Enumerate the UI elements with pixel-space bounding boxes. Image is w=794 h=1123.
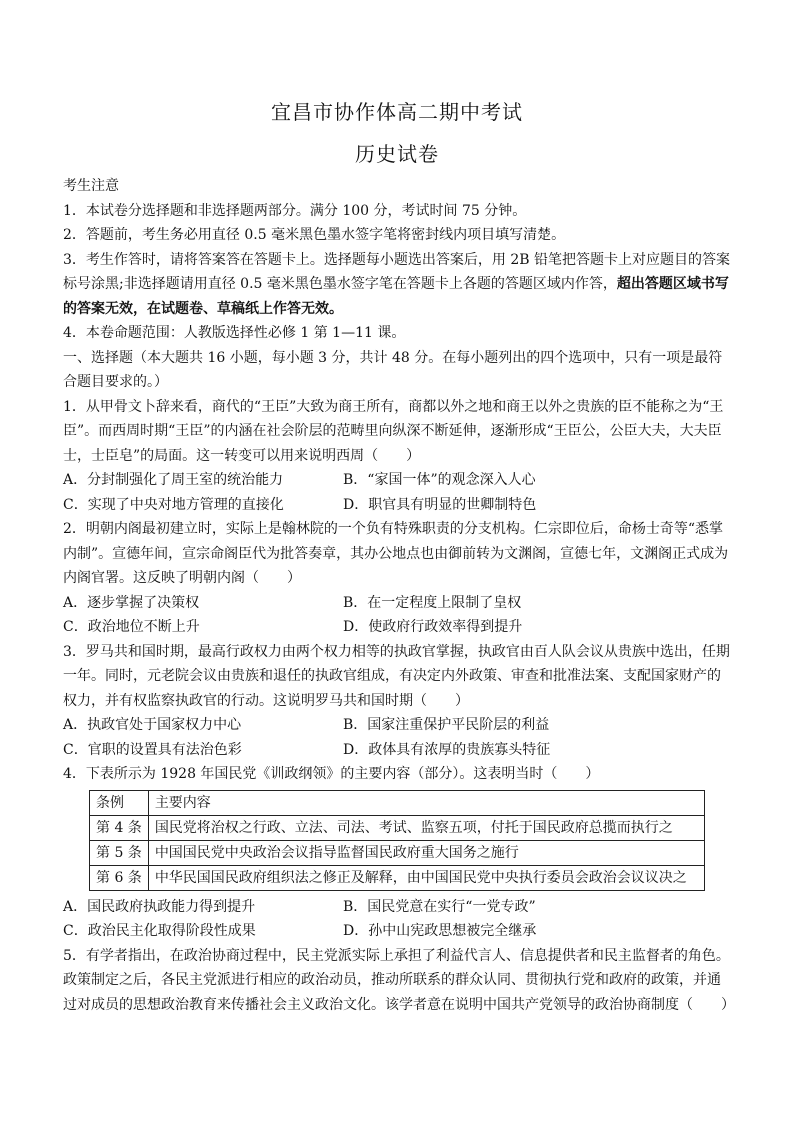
option-a[interactable]: A．逐步掌握了决策权	[63, 594, 200, 611]
table-cell: 第 5 条	[90, 840, 149, 865]
table-cell: 国民党将治权之行政、立法、司法、考试、监察五项，付托于国民政府总揽而执行之	[148, 815, 704, 840]
question-2-stem: 2．明朝内阁最初建立时，实际上是翰林院的一个负有特殊职责的分支机构。仁宗即位后，命杨士奇等“悉掌内制”。宣德年间，宣宗命阁臣代为批答奏章，其办公地点也由御前转为文渊阁，宣德七年，文渊阁正式成为内阁官署。这反映了明朝内阁（ ）	[63, 521, 729, 586]
option-b[interactable]: B．在一定程度上限制了皇权	[343, 594, 522, 611]
table-row	[90, 840, 705, 865]
option-c[interactable]: C．政治地位不断上升	[63, 619, 200, 635]
option-a[interactable]: A．分封制强化了周王室的统治能力	[63, 472, 284, 488]
table-cell: 中华民国国民政府组织法之修正及解释，由中国国民党中央执行委员会政治会议议决之	[148, 865, 704, 890]
table-row	[90, 815, 705, 840]
option-c[interactable]: C．实现了中央对地方管理的直接化	[63, 496, 284, 513]
training-outline-table	[89, 790, 705, 891]
option-c[interactable]: C．官职的设置具有法治色彩	[63, 741, 242, 758]
table-header-cell: 条例	[90, 790, 149, 815]
table-cell: 中国国民党中央政治会议指导监督国民政府重大国务之施行	[148, 840, 704, 865]
option-d[interactable]: D．政体具有浓厚的贵族寡头特征	[343, 741, 551, 758]
question-1-options	[63, 468, 731, 517]
option-b[interactable]: B．国民党意在实行“一党专政”	[343, 898, 536, 915]
exam-subtitle: 历史试卷	[355, 142, 439, 166]
option-b[interactable]: B．“家国一体”的观念深入人心	[343, 472, 536, 488]
section-heading: 一、选择题（本大题共 16 小题，每小题 3 分，共计 48 分。在每小题列出的四个选项中，只有一项是最符合题目要求的。）	[63, 349, 723, 390]
question-4-stem: 4．下表所示为 1928 年国民党《训政纲领》的主要内容（部分）。这表明当时（ ）	[63, 766, 600, 782]
table-header-cell: 主要内容	[148, 790, 704, 815]
notice-item-4: 4．本卷命题范围：人教版选择性必修 1 第 1—11 课。	[63, 325, 406, 341]
notice-item-2: 2．答题前，考生务必用直径 0.5 毫米黑色墨水签字笔将密封线内项目填写清楚。	[63, 227, 566, 243]
option-b[interactable]: B．国家注重保护平民阶层的利益	[343, 717, 550, 733]
table-row	[90, 865, 705, 890]
option-d[interactable]: D．孙中山宪政思想被完全继承	[343, 923, 537, 939]
option-a[interactable]: A．执政官处于国家权力中心	[63, 717, 242, 733]
notice-item-3-text: 3．考生作答时，请将答案答在答题卡上。选择题每小题选出答案后，用 2B 铅笔把答题卡上对应题目的答案标号涂黑;非选择题请用直径 0.5 毫米黑色墨水签字笔在答题卡上各题的答题区域内作答，	[63, 251, 731, 292]
table-header-row	[90, 790, 705, 815]
question-2-options	[63, 591, 731, 640]
option-d[interactable]: D．职官具有明显的世卿制特色	[343, 496, 537, 513]
question-3-options	[63, 713, 731, 762]
table-cell: 第 6 条	[90, 865, 149, 890]
question-1-stem: 1．从甲骨文卜辞来看，商代的“王臣”大致为商王所有，商都以外之地和商王以外之贵族的臣不能称之为“王臣”。而西周时期“王臣”的内涵在社会阶层的范畴里向纵深不断延伸，逐渐形成“王臣公，公臣大夫，大夫臣士，士臣皂”的局面。这一转变可以用来说明西周（ ）	[63, 398, 724, 464]
option-d[interactable]: D．使政府行政效率得到提升	[343, 619, 523, 635]
option-a[interactable]: A．国民政府执政能力得到提升	[63, 898, 256, 915]
table-cell: 第 4 条	[90, 815, 149, 840]
notice-item-3	[63, 248, 731, 322]
exam-body	[63, 174, 735, 1017]
notice-heading: 考生注意	[63, 178, 119, 194]
notice-item-1: 1．本试卷分选择题和非选择题两部分。满分 100 分，考试时间 75 分钟。	[63, 202, 527, 219]
option-c[interactable]: C．政治民主化取得阶段性成果	[63, 923, 256, 939]
notice-item-3-bold: 超出答题区域书写的答案无效，在试题卷、草稿纸上作答无效。	[63, 276, 729, 317]
exam-title: 宜昌市协作体高二期中考试	[271, 100, 523, 124]
question-4-options	[63, 895, 731, 944]
question-3-stem: 3．罗马共和国时期，最高行政权力由两个权力相等的执政官掌握，执政官由百人队会议从贵族中选出，任期一年。同时，元老院会议由贵族和退任的执政官组成，有决定内外政策、审查和批准法案、支配国家财产的权力，并有权监察执政官的行动。这说明罗马共和国时期（ ）	[63, 643, 730, 709]
question-5-stem: 5．有学者指出，在政治协商过程中，民主党派实际上承担了利益代言人、信息提供者和民主监督者的角色。政策制定之后，各民主党派进行相应的政治动员，推动所联系的群众认同、贯彻执行党和政府的政策，并通过对成员的思想政治教育来传播社会主义政治文化。该学者意在说明中国共产党领导的政治协商制度（ ）	[63, 947, 735, 1013]
